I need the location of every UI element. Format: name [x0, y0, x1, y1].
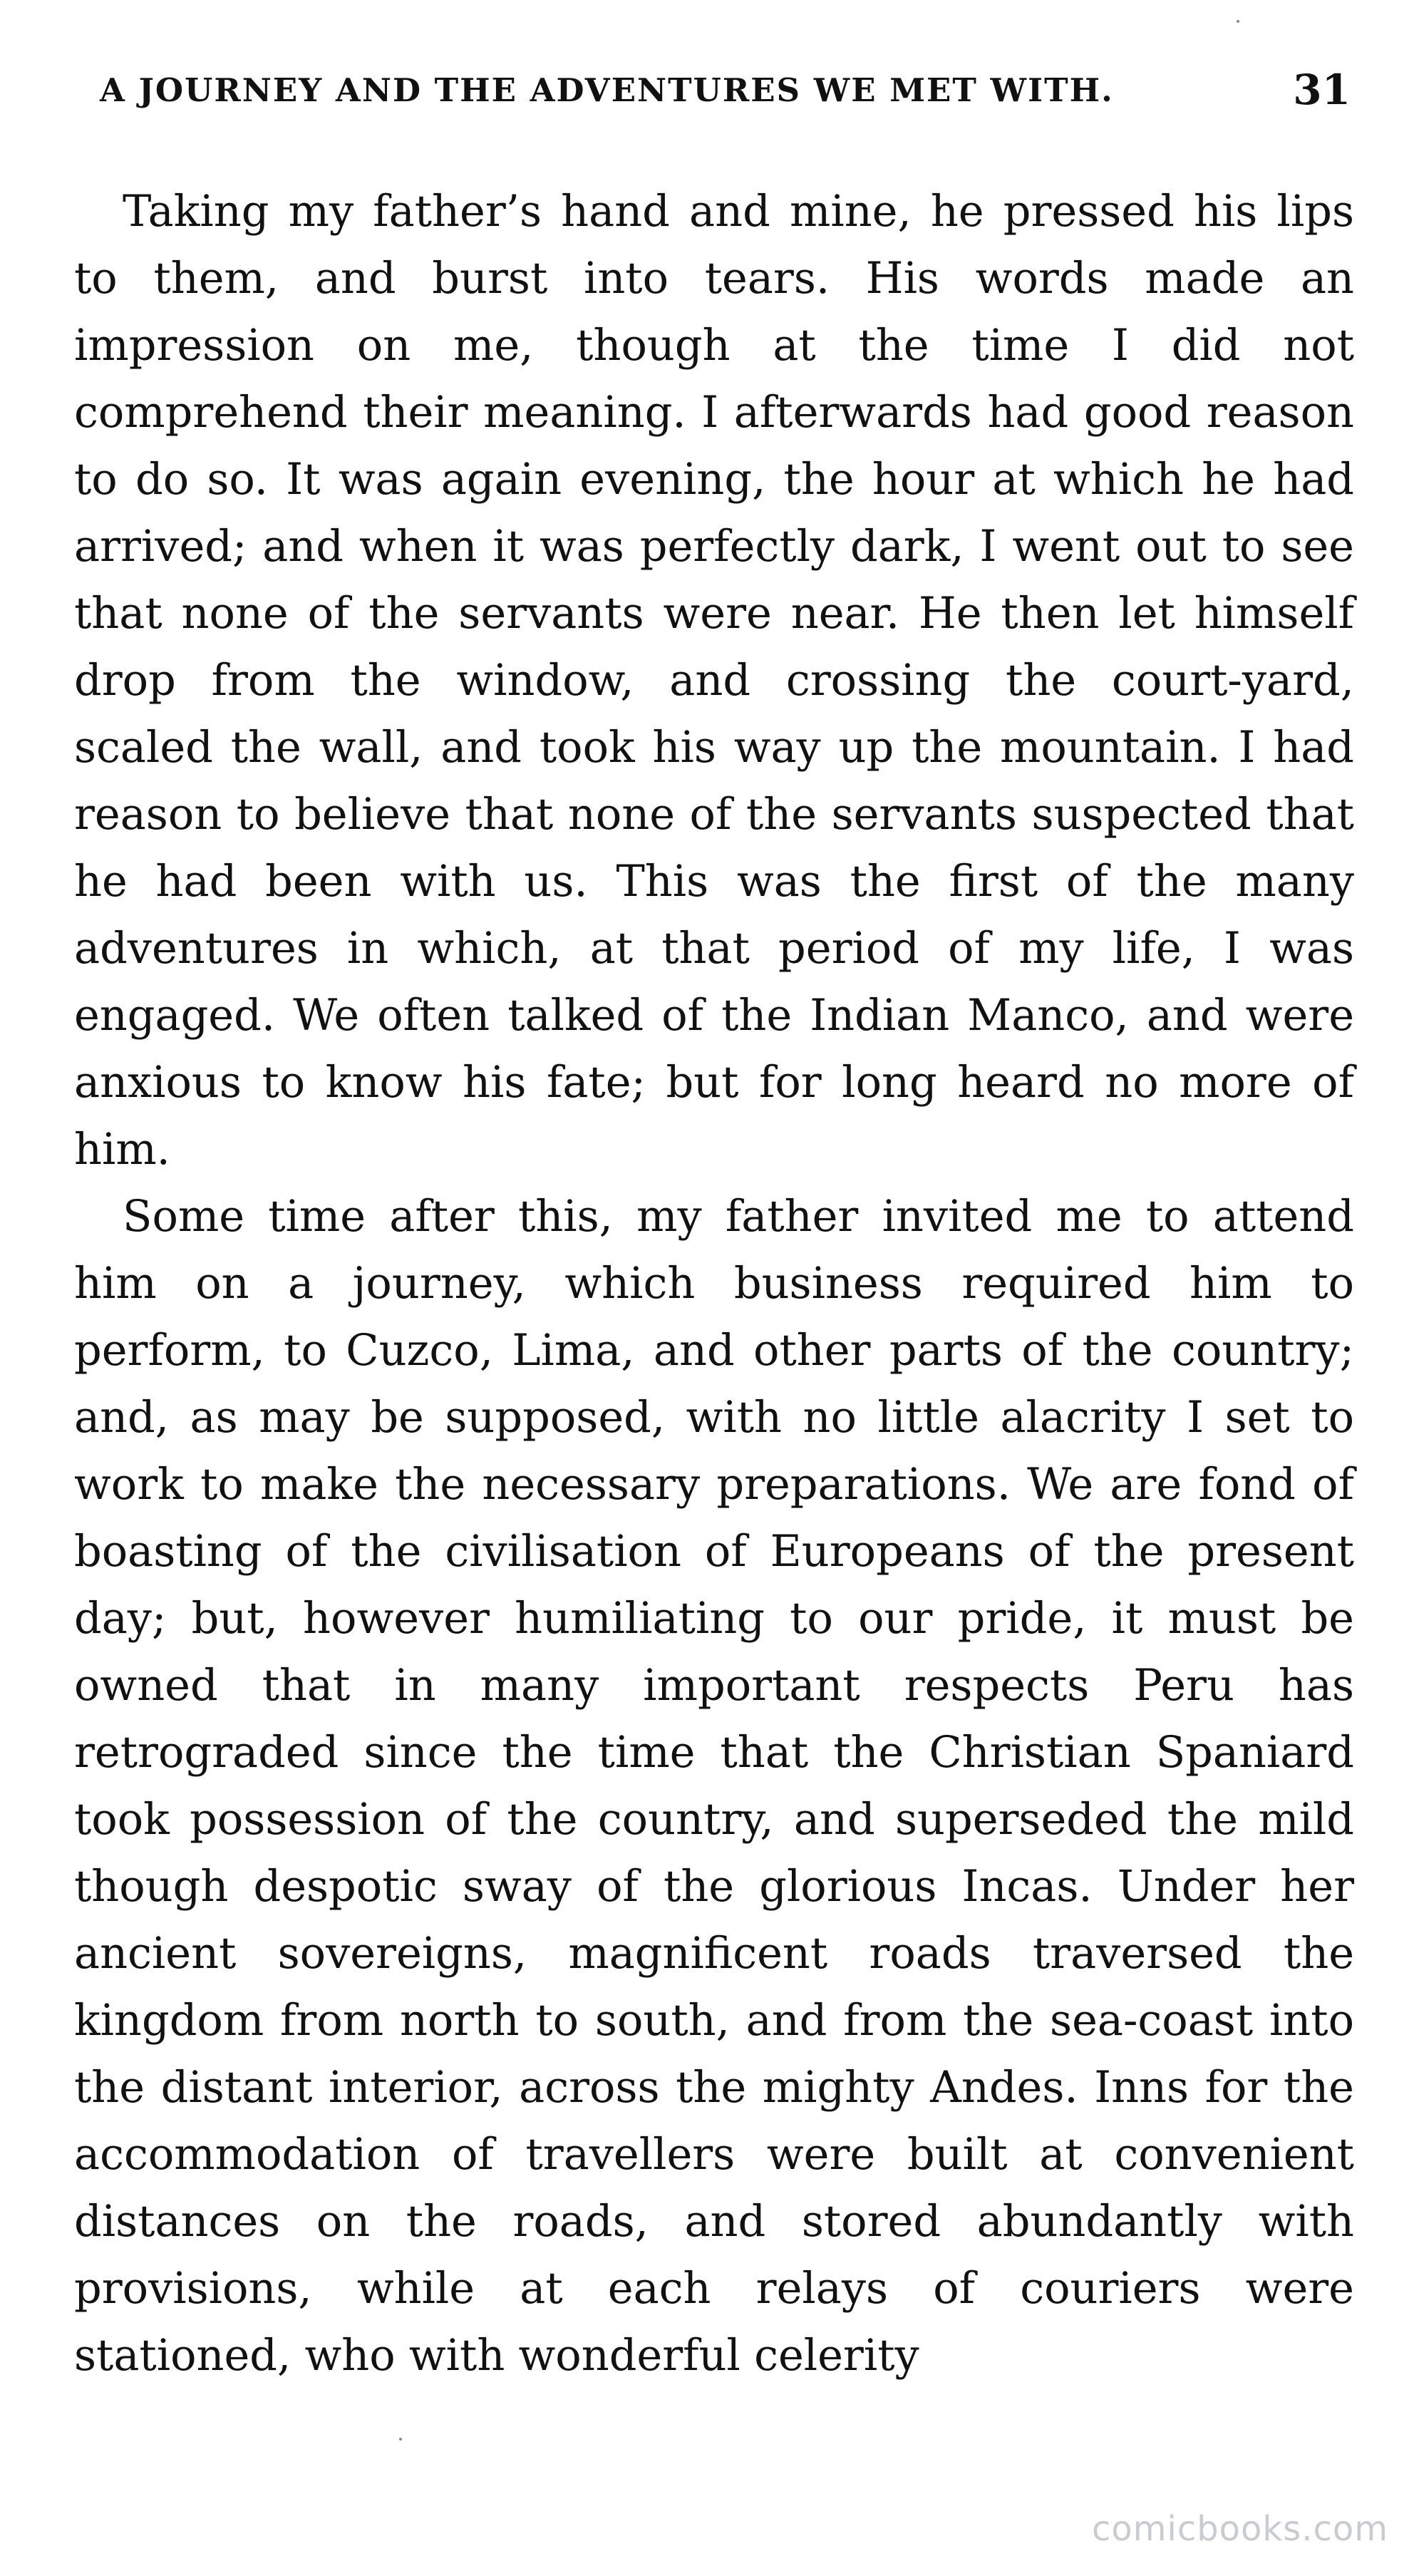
body-text [74, 178, 1354, 2389]
paragraph-2: Some time after this, my father invited me to attend him on a journey, which business required him to perform, to Cuzco, Lima, and other parts of the country; and, as may be supposed, with no little alacrity I set to work to make the necessary preparations. We are fond of boasting of the civilisation of Europeans of the present day; but, however humiliating to our pride, it must be owned that in many important respects Peru has retrograded since the time that the Christian Spaniard took possession of the country, and superseded the mild though despotic sway of the glorious Incas. Under her ancient sovereigns, magnificent roads traversed the kingdom from north to south, and from the sea-coast into the distant interior, across the mighty Andes. Inns for the accommodation of travellers were built at convenient distances on the roads, and stored abundantly with provisions, while at each relays of couriers were stationed, who with wonderful celerity [74, 1192, 1354, 2381]
running-title: A JOURNEY AND THE ADVENTURES WE MET WITH. [100, 71, 1114, 109]
page-number: 31 [1293, 66, 1351, 114]
scan-mark [1237, 20, 1239, 23]
running-header [100, 66, 1351, 130]
paragraph-1: Taking my father’s hand and mine, he pressed his lips to them, and burst into tears. His words made an impression on me, though at the time I did not comprehend their meaning. I afterwards had good reason to do so. It was again evening, the hour at which he had arrived; and when it was perfectly dark, I went out to see that none of the servants were near. He then let himself drop from the window, and crossing the court-yard, scaled the wall, and took his way up the mountain. I had reason to believe that none of the servants suspected that he had been with us. This was the first of the many adventures in which, at that period of my life, I was engaged. We often talked of the Indian Manco, and were anxious to know his fate; but for long heard no more of him. [74, 187, 1354, 1175]
scan-mark [399, 2438, 402, 2441]
watermark-logo: comicbooks.com [1091, 2509, 1388, 2549]
